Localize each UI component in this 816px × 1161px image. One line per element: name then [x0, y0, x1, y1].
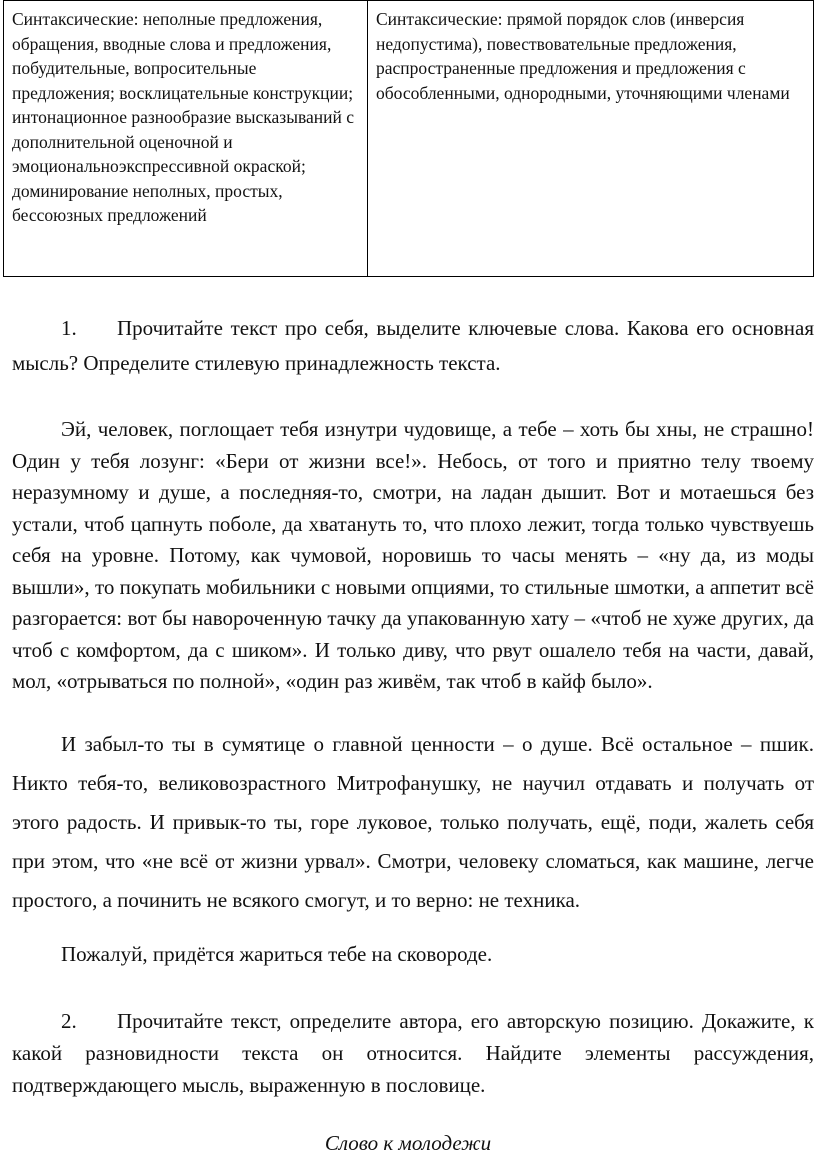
task-1 [12, 311, 814, 381]
table-cell-left: Синтаксические: неполные предложения, обращения, вводные слова и предложения, побудительные, вопросительные предложения; восклицательные конструкции; интонационное разнообразие высказываний с дополнительной оценочной и эмоциональноэкспрессивной окраской; доминирование неполных, простых, бессоюзных предложений [4, 1, 368, 277]
passage-paragraph-1 [12, 414, 814, 698]
task-1-text: Прочитайте текст про себя, выделите ключевые слова. Какова его основная мысль? Определите стилевую принадлежность текста. [12, 316, 814, 375]
table-row [4, 1, 814, 277]
comparison-table [3, 0, 814, 277]
passage-paragraph-1-text: Эй, человек, поглощает тебя изнутри чудовище, а тебе – хоть бы хны, не страшно! Один у тебя лозунг: «Бери от жизни все!». Небось, от того и приятно телу твоему неразумному и душе, а последняя-то, смотри, на ладан дышит. Вот и мотаешься без устали, чтоб цапнуть поболе, да хватануть то, что плохо лежит, тогда только чувствуешь себя на уровне. Потому, как чумовой, норовишь то часы менять – «ну да, из моды вышли», то покупать мобильники с новыми опциями, то стильные шмотки, а аппетит всё разгорается: вот бы навороченную тачку да упакованную хату – «чтоб не хуже других, да чтоб с комфортом, да с шиком». И только диву, что рвут ошалело тебя на части, давай, мол, «отрываться по полной», «один раз живём, так чтоб в кайф было». [12, 417, 814, 693]
task-2 [12, 1005, 814, 1101]
passage-paragraph-2-text: И забыл-то ты в сумятице о главной ценности – о душе. Всё остальное – пшик. Никто тебя-то, великовозрастного Митрофанушку, не научил отдавать и получать от этого радость. И привык-то ты, горе луковое, только получать, ещё, поди, жалеть себя при этом, что «не всё от жизни урвал». Смотри, человеку сломаться, как машине, легче простого, а починить не всякого смогут, и то верно: не техника. [12, 732, 814, 912]
task-1-number: 1. [61, 316, 77, 340]
section-title: Слово к молодежи [324, 1131, 492, 1155]
task-2-number: 2. [61, 1009, 77, 1033]
passage-paragraph-3 [12, 939, 814, 970]
table-cell-right: Синтаксические: прямой порядок слов (инверсия недопустима), повествовательные предложения, распространенные предложения и предложения с обособленными, однородными, уточняющими членами [368, 1, 814, 277]
passage-paragraph-3-text: Пожалуй, придётся жариться тебе на сковороде. [61, 942, 493, 966]
task-2-text: Прочитайте текст, определите автора, его авторскую позицию. Докажите, к какой разновидности текста он относится. Найдите элементы рассуждения, подтверждающего мысль, выраженную в пословице. [12, 1009, 814, 1097]
passage-paragraph-2 [12, 725, 814, 920]
